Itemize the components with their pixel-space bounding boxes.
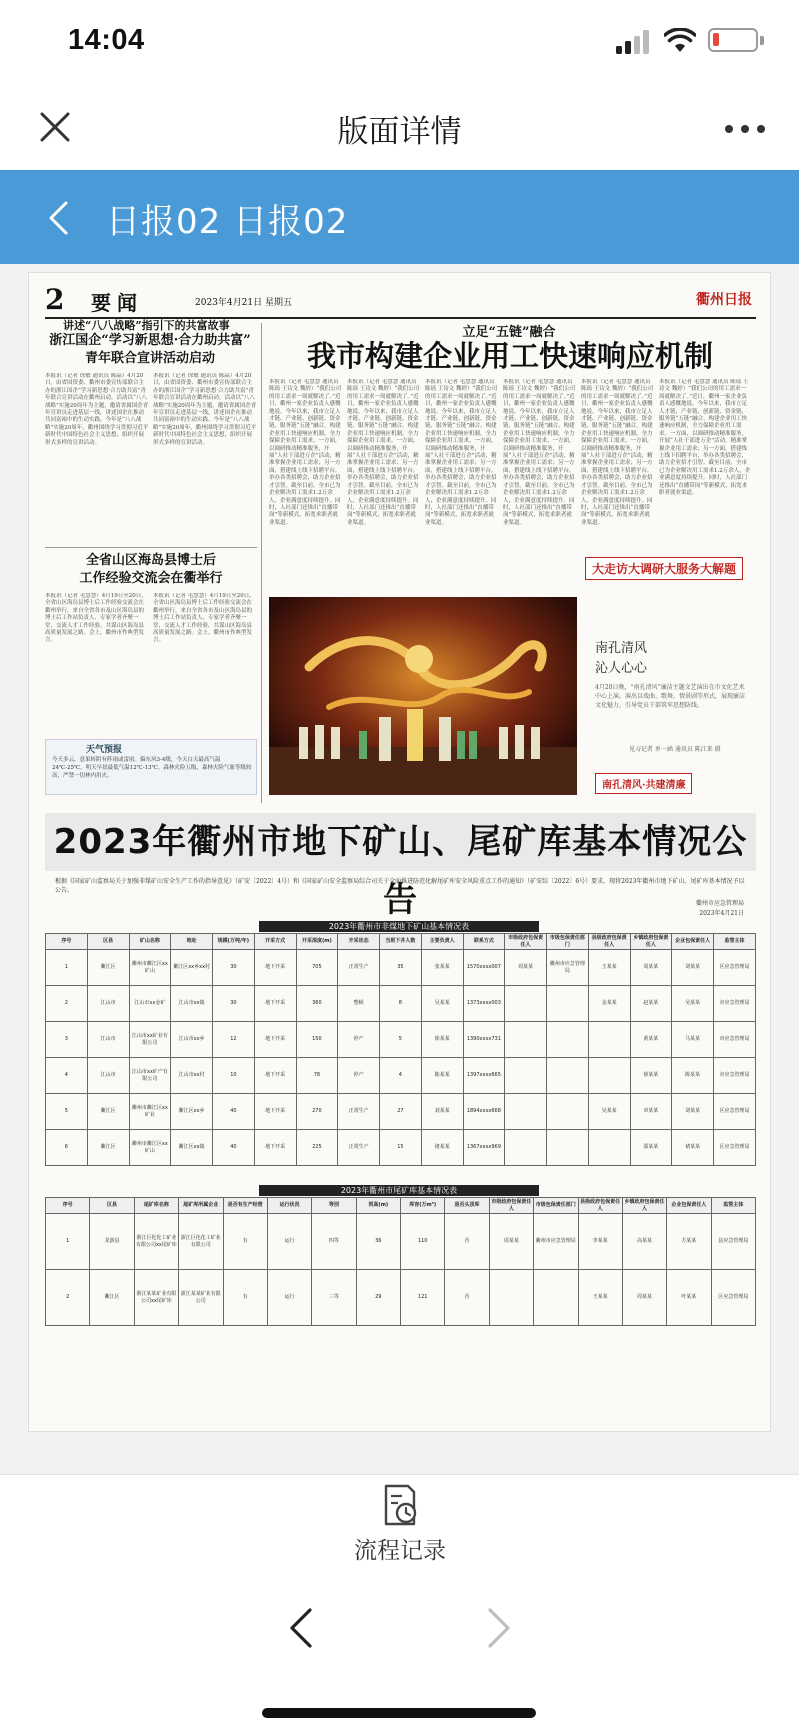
flow-record-label: 流程记录: [354, 1538, 446, 1564]
table-cell: 浙江巨化化工矿业有限公司xx尾矿库: [134, 1214, 178, 1270]
main-body: 本报讯（记者 毛慧慧 通讯员 陈瑶 王诗文 魏婷）“我们公司的用工需求一周就解决了。”近日，衢州一家企业负责人感慨地说。今年以来，我市立足人才链、产业链、创新链、资金链、服务链“五链”融合，构建企业用工快速响应机制，全力保障企业用工需求。一方面，以调研推动精准服务，开展“人社干部进万企”活动，精准掌握企业用工需求；另一方面，搭建线上线下招聘平台，举办各类招聘会，助力企业招才引智。截至目前，全市已为企业解决用工需求1.2万余人，企业满意度持续提升。同时，人社部门还推出“直播带岗”等新模式，拓宽求职者就业渠道。: [659, 379, 751, 497]
table-cell: 陈某某: [421, 1058, 463, 1094]
status-time: 14:04: [68, 24, 145, 56]
table-cell: 吴某某: [421, 986, 463, 1022]
table-cell: 4: [46, 1058, 88, 1094]
table-cell: 方某某: [667, 1214, 711, 1270]
flow-record-button[interactable]: [330, 1484, 470, 1562]
story-headline: 浙江国企“学习新思想·合力助共富”: [49, 333, 251, 348]
main-body: 本报讯（记者 毛慧慧 通讯员 陈瑶 王诗文 魏婷）“我们公司的用工需求一周就解决了。”近日，衢州一家企业负责人感慨地说。今年以来，我市立足人才链、产业链、创新链、资金链、服务链“五链”融合，构建企业用工快速响应机制，全力保障企业用工需求。一方面，以调研推动精准服务，开展“人社干部进万企”活动，精准掌握企业用工需求；另一方面，搭建线上线下招聘平台，举办各类招聘会，助力企业招才引智。截至目前，全市已为企业解决用工需求1.2万余人，企业满意度持续提升。同时，人社部门还推出“直播带岗”等新模式，拓宽求职者就业渠道。: [581, 379, 654, 526]
main-body: 本报讯（记者 毛慧慧 通讯员 陈瑶 王诗文 魏婷）“我们公司的用工需求一周就解决了。”近日，衢州一家企业负责人感慨地说。今年以来，我市立足人才链、产业链、创新链、资金链、服务链“五链”融合，构建企业用工快速响应机制，全力保障企业用工需求。一方面，以调研推动精准服务，开展“人社干部进万企”活动，精准掌握企业用工需求；另一方面，搭建线上线下招聘平台，举办各类招聘会，助力企业招才引智。截至目前，全市已为企业解决用工需求1.2万余人，企业满意度持续提升。同时，人社部门还推出“直播带岗”等新模式，拓宽求职者就业渠道。: [347, 379, 420, 526]
table-cell: 停产: [338, 1022, 380, 1058]
table-header-cell: 是否头顶库: [445, 1198, 489, 1214]
table-cell: 1390xxxx731: [463, 1022, 505, 1058]
table-cell: 江山市xx金矿: [129, 986, 171, 1022]
table-cell: 江山市xx村: [171, 1058, 213, 1094]
table-cell: 周某某: [505, 950, 547, 986]
table-cell: 1367xxxx969: [463, 1130, 505, 1166]
table-cell: 市应急管理局: [714, 1058, 756, 1094]
table-cell: 刘某某: [672, 1094, 714, 1130]
table-header-cell: 地址: [171, 934, 213, 950]
table-cell: 徐某某: [421, 1022, 463, 1058]
table-header-cell: 库容(万m³): [401, 1198, 445, 1214]
table-cell: 正常生产: [338, 1130, 380, 1166]
table-cell: 5: [380, 1022, 422, 1058]
table-header-cell: 尾矿库名称: [134, 1198, 178, 1214]
table-cell: 地下开采: [254, 1094, 296, 1130]
table-header-cell: 矿山名称: [129, 934, 171, 950]
table-cell: [588, 1022, 630, 1058]
table-header-cell: 监管主体: [714, 934, 756, 950]
table-cell: 正常生产: [338, 1094, 380, 1130]
side-story-body: 4月20日晚，“南孔清风”廉洁主题文艺演出在市文化艺术中心上演。演出以戏曲、歌舞、情景剧等形式，展现廉洁文化魅力，引导党员干部筑牢思想防线。: [595, 684, 745, 709]
table-cell: [547, 1022, 589, 1058]
chevron-left-icon[interactable]: [286, 1606, 316, 1650]
table-cell: 1894xxxx668: [463, 1094, 505, 1130]
table-cell: [489, 1270, 533, 1326]
table-cell: 36: [356, 1214, 400, 1270]
table-row: [46, 986, 756, 1022]
story-body: 本报讯（记者 毛慧慧）4月19日至20日，全省山区海岛县博士后工作经验交流会在衢州举行。来自全省各市及山区海岛县的博士后工作站负责人、专家学者齐聚一堂，交流人才工作经验，共谋山区海岛县高质量发展之路。会上，衢州市作典型发言。: [45, 593, 147, 644]
table-cell: 衢江区xx乡xx村: [171, 950, 213, 986]
table-cell: 正常生产: [338, 950, 380, 986]
column-divider: [261, 323, 262, 803]
table-cell: 张某某: [421, 950, 463, 986]
table-cell: [505, 1022, 547, 1058]
table-cell: 35: [380, 950, 422, 986]
paper-dateline: 2023年4月21日 星期五: [195, 298, 292, 308]
table-cell: 运行: [267, 1270, 311, 1326]
table-header-row: [46, 934, 756, 950]
table-cell: 王某某: [578, 1270, 622, 1326]
table-cell: 360: [296, 986, 338, 1022]
table-cell: 江山市xx矿产有限公司: [129, 1058, 171, 1094]
table-cell: 2: [46, 1270, 90, 1326]
table-cell: 周某某: [622, 1270, 666, 1326]
table-cell: 区应急管理局: [711, 1270, 755, 1326]
table-cell: 40: [213, 1130, 255, 1166]
weather-label: 天气预报: [86, 745, 123, 755]
table-cell: 浙江某某矿业有限公司: [179, 1270, 223, 1326]
column-tag: 南孔清风·共建清廉: [595, 773, 692, 794]
table-cell: 40: [213, 1094, 255, 1130]
photo-credit: 见习记者 单一涵 通讯员 陈江来 摄: [629, 746, 721, 753]
table-cell: 吴某某: [672, 986, 714, 1022]
section-name: 要闻: [91, 291, 143, 315]
table-header-row: [46, 1198, 756, 1214]
main-body: 本报讯（记者 毛慧慧 通讯员 陈瑶 王诗文 魏婷）“我们公司的用工需求一周就解决了。”近日，衢州一家企业负责人感慨地说。今年以来，我市立足人才链、产业链、创新链、资金链、服务链“五链”融合，构建企业用工快速响应机制，全力保障企业用工需求。一方面，以调研推动精准服务，开展“人社干部进万企”活动，精准掌握企业用工需求；另一方面，搭建线上线下招聘平台，举办各类招聘会，助力企业招才引智。截至目前，全市已为企业解决用工需求1.2万余人，企业满意度持续提升。同时，人社部门还推出“直播带岗”等新模式，拓宽求职者就业渠道。: [425, 379, 498, 526]
table-cell: [547, 1094, 589, 1130]
table-header-cell: 县级政府包保责任人: [588, 934, 630, 950]
table-header-cell: 序号: [46, 1198, 90, 1214]
table-cell: 78: [296, 1058, 338, 1094]
table-cell: 褚某某: [421, 1130, 463, 1166]
table-cell: 12: [213, 1022, 255, 1058]
page-title: 版面详情: [337, 114, 462, 150]
story-body: 本报讯（记者 徐敏 通讯员 陈晶）4月20日，由省国资委、衢州市委宣传部联合主办的浙江国企“学习新思想·合力助共富”青年联合宣讲活动在衢州启动。活动以“八八战略”实施20周年为主题，邀请省属国企青年宣讲员走进基层一线，讲述国企在推动共同富裕中的生动实践。今年是“八八战略”实施20周年，衢州围绕学习贯彻习近平新时代中国特色社会主义思想，组织开展形式多样的宣讲活动。: [45, 373, 149, 446]
table-header-cell: 运行状况: [267, 1198, 311, 1214]
table-header-cell: 乡镇政府包保责任人: [622, 1198, 666, 1214]
table-cell: 衢州市应急管理局: [547, 950, 589, 986]
table-row: [46, 1058, 756, 1094]
table-cell: 衢江区xx乡: [171, 1094, 213, 1130]
table-cell: 30: [213, 950, 255, 986]
table-cell: 地下开采: [254, 1022, 296, 1058]
table-header-cell: 乡镇政府包保责任人: [630, 934, 672, 950]
table-cell: 李某某: [578, 1214, 622, 1270]
table-header-cell: 市级包保责任部门: [547, 934, 589, 950]
table-cell: 浙江巨化化工矿业有限公司: [179, 1214, 223, 1270]
table-cell: 市应急管理局: [714, 1022, 756, 1058]
nav-bar: [0, 88, 799, 170]
table-header-cell: 区县: [87, 934, 129, 950]
table-header-cell: 市级政府包保责任人: [489, 1198, 533, 1214]
table-cell: [505, 986, 547, 1022]
table-cell: 区应急管理局: [714, 950, 756, 986]
paper-page-header: [45, 283, 756, 319]
table-header-cell: 坝高(m): [356, 1198, 400, 1214]
table-cell: 8: [380, 986, 422, 1022]
newspaper-page[interactable]: [28, 272, 771, 1432]
table-cell: 衢江区: [87, 1130, 129, 1166]
table-cell: 黄某某: [630, 1022, 672, 1058]
table-cell: 江山市: [87, 986, 129, 1022]
photo-image: [269, 597, 577, 795]
table-header-cell: 市级包保责任部门: [534, 1198, 578, 1214]
table-header-cell: 企业包保责任人: [672, 934, 714, 950]
table-cell: 衢江区xx镇: [171, 1130, 213, 1166]
story-headline: 全省山区海岛县博士后: [85, 553, 216, 568]
side-story-title: 沁人心心: [595, 661, 648, 676]
notice-intro: 根据《国家矿山监察局关于加强非煤矿山安全生产工作的指导意见》（矿安〔2022〕4号）和《国家矿山安全监察局综合司关于全面推进防范化解尾矿库安全风险重点工作的通知》（矿安综〔2022〕6号）要求，现将2023年衢州市地下矿山、尾矿库基本情况予以公告。: [55, 878, 745, 894]
table-cell: 区应急管理局: [714, 1094, 756, 1130]
table-cell: 市应急管理局: [714, 986, 756, 1022]
table-cell: 15: [380, 1130, 422, 1166]
table-cell: 刘某某: [421, 1094, 463, 1130]
status-bar: [0, 0, 799, 88]
table-cell: 4: [380, 1058, 422, 1094]
story-headline: 工作经验交流会在衢举行: [79, 571, 223, 586]
table-cell: 29: [356, 1270, 400, 1326]
table-cell: 周某某: [630, 950, 672, 986]
table-cell: [534, 1270, 578, 1326]
table-row: [46, 1270, 756, 1326]
table-cell: 江山市: [87, 1022, 129, 1058]
table-cell: [505, 1130, 547, 1166]
table-cell: 地下开采: [254, 1058, 296, 1094]
table-header-cell: 开采状态: [338, 934, 380, 950]
table-cell: 2: [46, 986, 88, 1022]
table-cell: 运行: [267, 1214, 311, 1270]
battery-icon: [708, 28, 758, 52]
edition-title: 日报02 日报02: [106, 202, 349, 242]
page-number: 2: [45, 283, 65, 316]
table-cell: 龙游县: [90, 1214, 134, 1270]
table-cell: [547, 1130, 589, 1166]
table-cell: 江山市xx矿业有限公司: [129, 1022, 171, 1058]
table-header-cell: 规模(万吨/年): [213, 934, 255, 950]
mine-table-caption: 2023年衢州市非煤地下矿山基本情况表: [259, 921, 539, 932]
table-cell: 邵某某: [630, 1130, 672, 1166]
table-header-cell: 等别: [312, 1198, 356, 1214]
table-cell: 衢州市衢江区xx矿业: [129, 1094, 171, 1130]
table-cell: 衢江区: [87, 950, 129, 986]
table-cell: 区应急管理局: [714, 1130, 756, 1166]
table-row: [46, 1214, 756, 1270]
table-cell: 停产: [338, 1058, 380, 1094]
main-body: 本报讯（记者 毛慧慧 通讯员 陈瑶 王诗文 魏婷）“我们公司的用工需求一周就解决了。”近日，衢州一家企业负责人感慨地说。今年以来，我市立足人才链、产业链、创新链、资金链、服务链“五链”融合，构建企业用工快速响应机制，全力保障企业用工需求。一方面，以调研推动精准服务，开展“人社干部进万企”活动，精准掌握企业用工需求；另一方面，搭建线上线下招聘平台，举办各类招聘会，助力企业招才引智。截至目前，全市已为企业解决用工需求1.2万余人，企业满意度持续提升。同时，人社部门还推出“直播带岗”等新模式，拓宽求职者就业渠道。: [503, 379, 576, 526]
table-cell: 周某某: [489, 1214, 533, 1270]
main-body: 本报讯（记者 毛慧慧 通讯员 陈瑶 王诗文 魏婷）“我们公司的用工需求一周就解决了。”近日，衢州一家企业负责人感慨地说。今年以来，我市立足人才链、产业链、创新链、资金链、服务链“五链”融合，构建企业用工快速响应机制，全力保障企业用工需求。一方面，以调研推动精准服务，开展“人社干部进万企”活动，精准掌握企业用工需求；另一方面，搭建线上线下招聘平台，举办各类招聘会，助力企业招才引智。截至目前，全市已为企业解决用工需求1.2万余人，企业满意度持续提升。同时，人社部门还推出“直播带岗”等新模式，拓宽求职者就业渠道。: [269, 379, 342, 526]
weather-text: 今天多云，意果转阴有阵雨或雷雨。偏东风3-4级，今天白天最高气温24℃-25℃，明天早晨最低气温12℃-13℃。森林火险五级，森林火险气象等级较高，严禁一切林内用火。: [52, 757, 252, 779]
table-header-cell: 当班下井人数: [380, 934, 422, 950]
table-cell: 6: [46, 1130, 88, 1166]
table-cell: 衢州市衢江区xx矿山: [129, 950, 171, 986]
chevron-left-icon[interactable]: [46, 200, 70, 236]
table-header-cell: 是否有生产经营: [223, 1198, 267, 1214]
table-cell: 衢州市应急管理局: [534, 1214, 578, 1270]
table-cell: 衢江区: [90, 1270, 134, 1326]
weather-box: [45, 739, 257, 795]
table-cell: 27: [380, 1094, 422, 1130]
table-header-cell: 市级政府包保责任人: [505, 934, 547, 950]
main-kicker: 立足“五链”融合: [462, 325, 556, 340]
table-cell: [547, 1058, 589, 1094]
mine-table: [45, 933, 756, 1166]
table-cell: 5: [46, 1094, 88, 1130]
table-header-cell: 企业包保责任人: [667, 1198, 711, 1214]
table-cell: 县应急管理局: [711, 1214, 755, 1270]
table-cell: 150: [296, 1022, 338, 1058]
table-cell: 10: [213, 1058, 255, 1094]
table-header-cell: 联系方式: [463, 934, 505, 950]
table-cell: 110: [401, 1214, 445, 1270]
table-cell: 衢江区: [87, 1094, 129, 1130]
bottom-navigation: [0, 1566, 799, 1731]
table-cell: 江山市: [87, 1058, 129, 1094]
table-row: [46, 1094, 756, 1130]
table-cell: 王某某: [588, 950, 630, 986]
column-divider: [45, 547, 257, 548]
table-cell: 有: [223, 1214, 267, 1270]
table-cell: 1: [46, 950, 88, 986]
table-cell: 刘某某: [672, 950, 714, 986]
table-cell: 三等: [312, 1270, 356, 1326]
table-header-cell: 开采方式: [254, 934, 296, 950]
table-header-cell: 县级政府包保责任人: [578, 1198, 622, 1214]
table-cell: [505, 1058, 547, 1094]
table-cell: [547, 986, 589, 1022]
table-row: [46, 1022, 756, 1058]
battery-tip: [760, 36, 764, 45]
edition-header: [0, 170, 799, 264]
table-cell: 金某某: [588, 986, 630, 1022]
table-cell: [505, 1094, 547, 1130]
notice-date: 2023年4月21日: [699, 910, 744, 917]
table-cell: 1397xxxx665: [463, 1058, 505, 1094]
table-cell: 章某某: [630, 1094, 672, 1130]
table-cell: 30: [213, 986, 255, 1022]
more-icon[interactable]: [724, 124, 766, 134]
story-kicker: 讲述“八八战略”指引下的共富故事: [63, 319, 230, 332]
table-cell: 3: [46, 1022, 88, 1058]
table-cell: 浙江某某矿业有限公司xx尾矿库: [134, 1270, 178, 1326]
table-cell: 褚某某: [672, 1130, 714, 1166]
table-cell: 陈某某: [672, 1058, 714, 1094]
table-cell: 1373xxxx003: [463, 986, 505, 1022]
table-header-cell: 尾矿库所属企业: [179, 1198, 223, 1214]
home-indicator: [262, 1708, 536, 1718]
story-body: 本报讯（记者 徐敏 通讯员 陈晶）4月20日，由省国资委、衢州市委宣传部联合主办的浙江国企“学习新思想·合力助共富”青年联合宣讲活动在衢州启动。活动以“八八战略”实施20周年为主题，邀请省属国企青年宣讲员走进基层一线，讲述国企在推动共同富裕中的生动实践。今年是“八八战略”实施20周年，衢州围绕学习贯彻习近平新时代中国特色社会主义思想，组织开展形式多样的宣讲活动。: [153, 373, 257, 446]
chevron-right-icon: [484, 1606, 514, 1650]
paper-masthead: 衢州日报: [696, 292, 752, 308]
table-cell: 江山市xx镇: [171, 986, 213, 1022]
stage-photo[interactable]: [269, 597, 577, 795]
side-story-title: 南孔清风: [595, 641, 648, 656]
wifi-icon: [664, 28, 696, 54]
story-headline: 青年联合宣讲活动启动: [84, 351, 215, 366]
table-row: [46, 950, 756, 986]
table-cell: 否: [445, 1270, 489, 1326]
main-headline: 我市构建企业用工快速响应机制: [306, 339, 713, 373]
table-cell: 地下开采: [254, 950, 296, 986]
page-viewer[interactable]: [0, 264, 799, 1474]
notice-title: 2023年衢州市地下矿山、尾矿库基本情况公告: [45, 813, 756, 871]
table-cell: 叶某某: [667, 1270, 711, 1326]
table-cell: 高某某: [622, 1214, 666, 1270]
table-cell: 赵某某: [630, 986, 672, 1022]
table-header-cell: 开采深度(m): [296, 934, 338, 950]
table-cell: 有: [223, 1270, 267, 1326]
table-cell: 1570xxxx007: [463, 950, 505, 986]
table-cell: 吴某某: [588, 1094, 630, 1130]
table-cell: 地下开采: [254, 986, 296, 1022]
toolbar-divider: [0, 1474, 799, 1475]
story-body: 本报讯（记者 毛慧慧）4月19日至20日，全省山区海岛县博士后工作经验交流会在衢州举行。来自全省各市及山区海岛县的博士后工作站负责人、专家学者齐聚一堂，交流人才工作经验，共谋山区海岛县高质量发展之路。会上，衢州市作典型发言。: [153, 593, 255, 644]
notice-issuer: 衢州市应急管理局: [695, 900, 744, 907]
cellular-signal-icon: [616, 30, 652, 54]
table-cell: 否: [445, 1214, 489, 1270]
table-header-cell: 监管主体: [711, 1198, 755, 1214]
table-cell: 225: [296, 1130, 338, 1166]
campaign-tag: 大走访大调研大服务大解题: [585, 557, 743, 580]
table-cell: [588, 1058, 630, 1094]
table-cell: 整顿: [338, 986, 380, 1022]
table-cell: 121: [401, 1270, 445, 1326]
table-cell: 270: [296, 1094, 338, 1130]
table-cell: 地下开采: [254, 1130, 296, 1166]
table-cell: 705: [296, 950, 338, 986]
table-cell: 1: [46, 1214, 90, 1270]
table-header-cell: 主要负责人: [421, 934, 463, 950]
table-cell: 马某某: [672, 1022, 714, 1058]
flow-record-icon: [380, 1484, 420, 1526]
table-header-cell: 序号: [46, 934, 88, 950]
table-cell: 衢州市衢江区xx矿山: [129, 1130, 171, 1166]
table-cell: 四等: [312, 1214, 356, 1270]
table-row: [46, 1130, 756, 1166]
table-cell: 江山市xx乡: [171, 1022, 213, 1058]
table-cell: [588, 1130, 630, 1166]
tailings-table-caption: 2023年衢州市尾矿库基本情况表: [259, 1185, 539, 1196]
table-cell: 徐某某: [630, 1058, 672, 1094]
tailings-table: [45, 1197, 756, 1326]
table-header-cell: 区县: [90, 1198, 134, 1214]
